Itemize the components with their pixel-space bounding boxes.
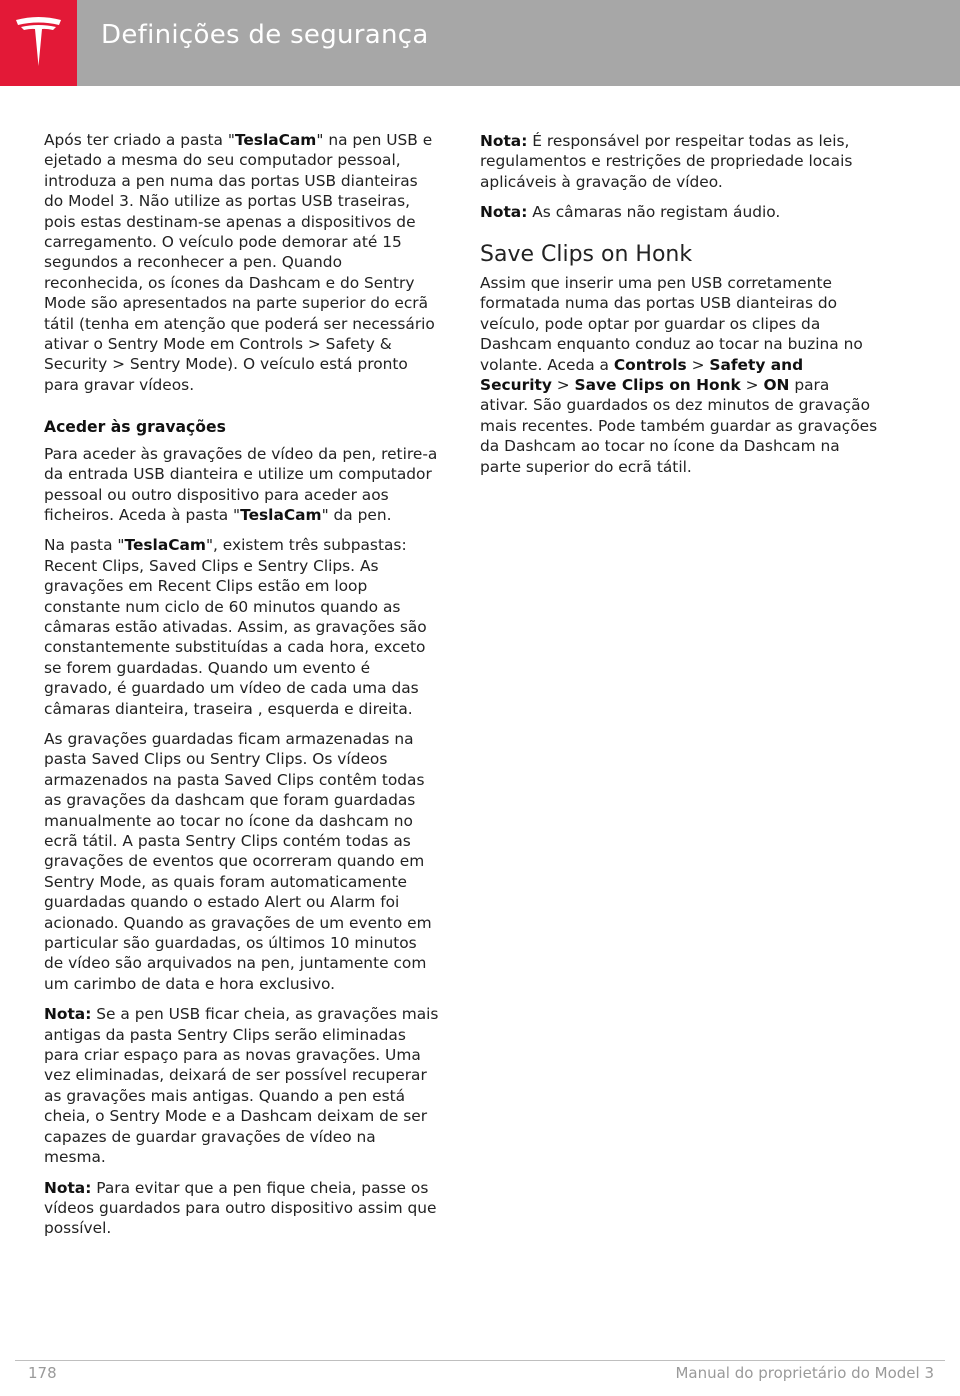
note-audio: [480, 202, 878, 222]
manual-title: Manual do proprietário do Model 3: [675, 1364, 934, 1382]
save-clips-paragraph: [480, 273, 878, 477]
menu-path-safety-security: Safety and Security: [480, 355, 804, 395]
folder-name: TeslaCam: [234, 131, 317, 149]
page-title: Definições de segurança: [101, 20, 429, 50]
intro-paragraph: [44, 130, 440, 395]
note-text: As câmaras não registam áudio.: [527, 203, 781, 222]
menu-path-controls: Controls: [613, 355, 687, 374]
subheading-access-recordings: Aceder às gravações: [44, 418, 226, 437]
note-text: Para evitar que a pen fique cheia, passe os vídeos guardados para outro dispositivo assim que possível.: [44, 1178, 437, 1238]
text: Após ter criado a pasta ": [44, 131, 235, 149]
text: " na pen USB e ejetado a mesma do seu computador pessoal, introduza a pen numa das portas USB dianteiras do Model 3. Não utilize as portas USB traseiras, pois estas destinam-se apenas a dispositivos de carregamento. O veículo pode demorar até 15 segundos a reconhecer a pen. Quando reconhecida, os ícones da Dashcam e do Sentry Mode são apresentados na parte superior do ecrã tátil (tenha em atenção que poderá ser necessário ativar o Sentry Mode em Controls > Safety & Security > Sentry Mode). O veículo está pronto para gravar vídeos.: [44, 131, 435, 394]
folder-name: TeslaCam: [240, 505, 322, 524]
note-text: É responsável por respeitar todas as leis, regulamentos e restrições de propriedade locais aplicáveis à gravação de vídeo.: [480, 132, 853, 191]
note-label: Nota:: [44, 1178, 92, 1197]
note-text: Se a pen USB ficar cheia, as gravações mais antigas da pasta Sentry Clips serão eliminadas para criar espaço para as novas gravações. Uma vez eliminadas, deixará de ser possível recuperar as gravações mais antigas. Quando a pen está cheia, o Sentry Mode e a Dashcam deixam de ser capazes de guardar gravações de vídeo na mesma.: [44, 1005, 439, 1167]
menu-path-save-clips-on-honk: Save Clips on Honk: [574, 376, 741, 395]
path-separator: >: [551, 376, 575, 395]
text: Na pasta ": [44, 536, 125, 555]
text: ", existem três subpastas: Recent Clips, Saved Clips e Sentry Clips. As gravações em Recent Clips estão em loop constante num ciclo de 60 minutos quando as câmaras estão ativadas. Assim, as gravações são constantemente substituídas a cada hora, exceto se forem guardadas. Quando um evento é gravado, é guardado um vídeo de cada uma das câmaras dianteira, traseira , esquerda e direita.: [44, 536, 427, 718]
page-number: 178: [28, 1364, 57, 1382]
folder-name: TeslaCam: [124, 536, 206, 555]
note-legal: [480, 131, 878, 192]
path-separator: >: [740, 376, 764, 395]
left-column: [44, 130, 440, 1249]
section-heading-save-clips-on-honk: Save Clips on Honk: [480, 241, 693, 267]
text: Assim que inserir uma pen USB corretamente formatada numa das portas USB dianteiras do veículo, pode optar por guardar os clipes da Dashcam enquanto conduz ao tocar na buzina no volante. Aceda a: [480, 274, 863, 374]
note-label: Nota:: [480, 132, 528, 150]
tesla-logo-icon: [14, 16, 63, 68]
brand-logo-block: [0, 0, 77, 86]
text: Para aceder às gravações de vídeo da pen, retire-a da entrada USB dianteira e utilize um computador pessoal ou outro dispositivo para aceder aos ficheiros. Aceda à pasta ": [44, 444, 438, 524]
right-column: [480, 131, 878, 487]
page-header: [0, 0, 960, 86]
menu-path-on: ON: [763, 376, 790, 395]
text: para ativar. São guardados os dez minutos de gravação mais recentes. Pode também guardar as gravações da Dashcam ao tocar no ícone da Dashcam na parte superior do ecrã tátil.: [480, 376, 878, 476]
footer-divider: [15, 1360, 945, 1361]
access-paragraph: [44, 444, 440, 526]
saved-clips-paragraph: As gravações guardadas ficam armazenadas na pasta Saved Clips ou Sentry Clips. Os vídeos armazenados na pasta Saved Clips contêm todas as gravações da dashcam que foram guardadas manualmente ao tocar no ícone da dashcam no ecrã tátil. A pasta Sentry Clips contém todas as gravações de eventos que ocorreram quando em Sentry Mode, as quais foram automaticamente guardadas quando o estado Alert ou Alarm foi acionado. Quando as gravações de um evento em particular são guardadas, os últimos 10 minutos de vídeo são arquivados na pen, juntamente com um carimbo de data e hora exclusivo.: [44, 729, 432, 993]
note-avoid-full: [44, 1178, 440, 1239]
note-usb-full: [44, 1004, 440, 1167]
subfolders-paragraph: [44, 535, 440, 719]
path-separator: >: [686, 355, 710, 374]
note-label: Nota:: [44, 1005, 92, 1024]
text: " da pen.: [321, 505, 392, 524]
note-label: Nota:: [480, 203, 528, 222]
